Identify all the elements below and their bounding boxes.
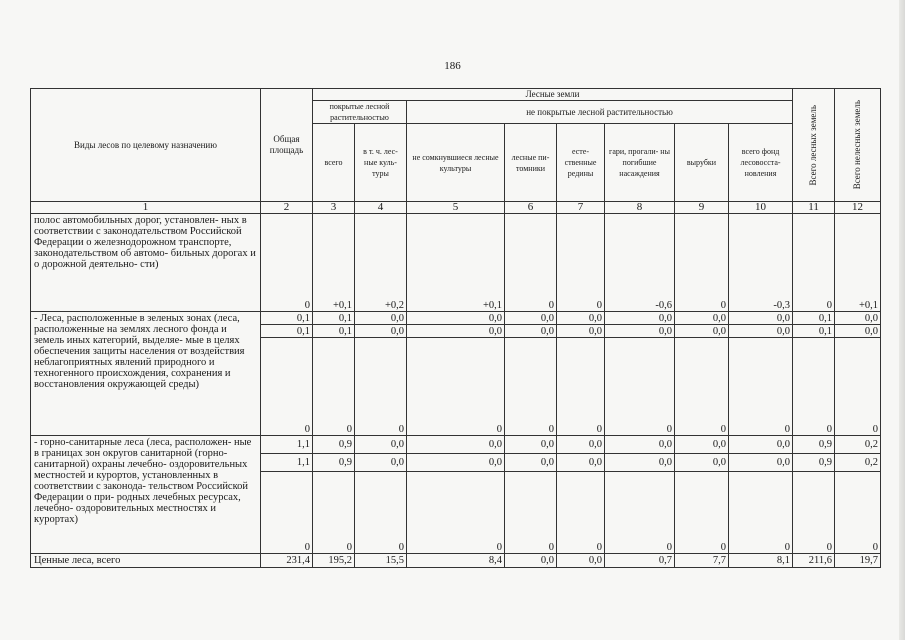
- row-label: Ценные леса, всего: [31, 554, 261, 568]
- column-number-row: [31, 202, 881, 214]
- table-cell: 0,0: [505, 454, 557, 472]
- table-cell: 0,0: [729, 436, 793, 454]
- table-cell: 0: [605, 472, 675, 554]
- col-number: 3: [313, 202, 355, 214]
- table-cell: 0,7: [605, 554, 675, 568]
- table-cell: 0,0: [675, 454, 729, 472]
- table-cell: 0: [407, 338, 505, 436]
- table-cell: 1,1: [261, 454, 313, 472]
- header-not-closed: не сомкнувшиеся лесные культуры: [407, 124, 505, 202]
- header-clearcuts: вырубки: [675, 124, 729, 202]
- header-total-forest-lands: Всего лесных земель: [793, 89, 835, 202]
- table-cell: 0,0: [675, 325, 729, 338]
- table-cell: 0,1: [313, 325, 355, 338]
- table-cell: 0: [261, 214, 313, 312]
- table-cell: 211,6: [793, 554, 835, 568]
- header-not-covered: не покрытые лесной растительностью: [407, 101, 793, 124]
- table-cell: 0,0: [605, 312, 675, 325]
- table-cell: 7,7: [675, 554, 729, 568]
- table-cell: 0,0: [407, 436, 505, 454]
- col-number: 10: [729, 202, 793, 214]
- header-burned: гари, прогали- ны погибшие насаждения: [605, 124, 675, 202]
- header-forest-type: Виды лесов по целевому назначению: [31, 89, 261, 202]
- table-cell: 0,1: [261, 325, 313, 338]
- table-cell: 0: [835, 338, 881, 436]
- table-cell: 0: [313, 338, 355, 436]
- col-number: 4: [355, 202, 407, 214]
- table-cell: 0: [729, 472, 793, 554]
- table-cell: 0,0: [557, 436, 605, 454]
- col-number: 6: [505, 202, 557, 214]
- table-cell: 0: [793, 214, 835, 312]
- table-cell: 0,0: [557, 325, 605, 338]
- table-cell: 0: [313, 472, 355, 554]
- table-cell: 19,7: [835, 554, 881, 568]
- table-cell: 0: [407, 472, 505, 554]
- col-number: 5: [407, 202, 505, 214]
- table-cell: 0: [605, 338, 675, 436]
- page-edge: [899, 0, 905, 640]
- table-row: [31, 312, 881, 325]
- col-number: 2: [261, 202, 313, 214]
- col-number: 7: [557, 202, 605, 214]
- table-cell: 0,0: [557, 554, 605, 568]
- header-total-nonforest-lands: Всего нелесных земель: [835, 89, 881, 202]
- row-label: полос автомобильных дорог, установлен- ных в соответствии с законодательством Российской Федерации о железнодорожном транспорте, законодательством об автомо- бильных дорогах и о дорожной деятельно- сти): [31, 214, 261, 312]
- table-cell: 0,0: [675, 436, 729, 454]
- col-number: 1: [31, 202, 261, 214]
- row-label: - Леса, расположенные в зеленых зонах (леса, расположенные на землях лесного фонда и земель иных категорий, выделяе- мые в целях обеспечения защиты населения от воздействия неблагоприятных явлений природного и техногенного происхождения, сохранения и восстановления окружающей среды): [31, 312, 261, 436]
- col-number: 9: [675, 202, 729, 214]
- table-cell: -0,3: [729, 214, 793, 312]
- table-cell: 0,0: [407, 325, 505, 338]
- table-cell: 0,0: [557, 312, 605, 325]
- table-cell: 0: [355, 338, 407, 436]
- header-total-area: Общая площадь: [261, 89, 313, 202]
- table-cell: 0,0: [355, 312, 407, 325]
- table-cell: 0,0: [505, 325, 557, 338]
- table-cell: +0,1: [407, 214, 505, 312]
- table-cell: -0,6: [605, 214, 675, 312]
- table-cell: 1,1: [261, 436, 313, 454]
- table-cell: 0: [557, 338, 605, 436]
- table-cell: 0,0: [505, 436, 557, 454]
- table-cell: 0: [675, 214, 729, 312]
- table-cell: 8,1: [729, 554, 793, 568]
- table-cell: 0,0: [729, 325, 793, 338]
- table-cell: 0: [675, 338, 729, 436]
- table-cell: 0,0: [355, 325, 407, 338]
- table-cell: 15,5: [355, 554, 407, 568]
- table-cell: 8,4: [407, 554, 505, 568]
- table-cell: 0,2: [835, 454, 881, 472]
- table-cell: +0,1: [835, 214, 881, 312]
- table-cell: 0: [505, 472, 557, 554]
- table-cell: 0: [793, 338, 835, 436]
- table-cell: 0,9: [793, 454, 835, 472]
- table-cell: 0,0: [605, 454, 675, 472]
- table-cell: 0,0: [605, 325, 675, 338]
- header-reforestation-fund: всего фонд лесовосста- новления: [729, 124, 793, 202]
- table-cell: 0,0: [355, 454, 407, 472]
- table-cell: 0,0: [835, 325, 881, 338]
- table-cell: 0,0: [605, 436, 675, 454]
- table-cell: 0,0: [355, 436, 407, 454]
- table-cell: 0: [729, 338, 793, 436]
- header-incl-plantations: в т. ч. лес- ные куль- туры: [355, 124, 407, 202]
- table-cell: 0,0: [505, 554, 557, 568]
- table-cell: 0: [505, 338, 557, 436]
- row-label: - горно-санитарные леса (леса, расположен- ные в границах зон округов санитарной (горно-санитарной) охраны лечебно- оздоровительных местностей и курортов, установленных в соответствии с законода- тельством Российской Федерации о при- родных лечебных ресурсах, лечебно- оздоровительных местностях и курортах): [31, 436, 261, 554]
- table-cell: 231,4: [261, 554, 313, 568]
- table-cell: 0,0: [835, 312, 881, 325]
- table-cell: 0,0: [407, 312, 505, 325]
- table-cell: 0: [835, 472, 881, 554]
- page-number: 186: [444, 60, 461, 72]
- table-cell: +0,2: [355, 214, 407, 312]
- col-number: 11: [793, 202, 835, 214]
- table-cell: 0,0: [557, 454, 605, 472]
- table-row: [31, 436, 881, 454]
- table-cell: 0: [557, 472, 605, 554]
- table-cell: 0: [793, 472, 835, 554]
- table-row: [31, 554, 881, 568]
- table-row: [31, 214, 881, 312]
- table-cell: 0,0: [407, 454, 505, 472]
- table-cell: 0,1: [793, 325, 835, 338]
- table-cell: 0,1: [313, 312, 355, 325]
- header-forest-lands: Лесные земли: [313, 89, 793, 101]
- table-cell: 0: [675, 472, 729, 554]
- forest-land-table: [30, 88, 881, 568]
- table-cell: 0: [557, 214, 605, 312]
- table-cell: 0,0: [505, 312, 557, 325]
- header-total: всего: [313, 124, 355, 202]
- table-cell: 0,0: [675, 312, 729, 325]
- table-cell: 0,0: [729, 312, 793, 325]
- table-cell: 0: [261, 338, 313, 436]
- table-cell: 195,2: [313, 554, 355, 568]
- table-cell: 0,0: [729, 454, 793, 472]
- col-number: 12: [835, 202, 881, 214]
- header-covered: покрытые лесной растительностью: [313, 101, 407, 124]
- table-cell: 0: [505, 214, 557, 312]
- table-cell: +0,1: [313, 214, 355, 312]
- table-cell: 0,1: [261, 312, 313, 325]
- table-cell: 0,9: [313, 454, 355, 472]
- col-number: 8: [605, 202, 675, 214]
- table-cell: 0: [261, 472, 313, 554]
- table-cell: 0,9: [313, 436, 355, 454]
- table-cell: 0,1: [793, 312, 835, 325]
- table-cell: 0,2: [835, 436, 881, 454]
- table-cell: 0,9: [793, 436, 835, 454]
- table-cell: 0: [355, 472, 407, 554]
- header-nurseries: лесные пи- томники: [505, 124, 557, 202]
- header-natural-gaps: есте- ственные редины: [557, 124, 605, 202]
